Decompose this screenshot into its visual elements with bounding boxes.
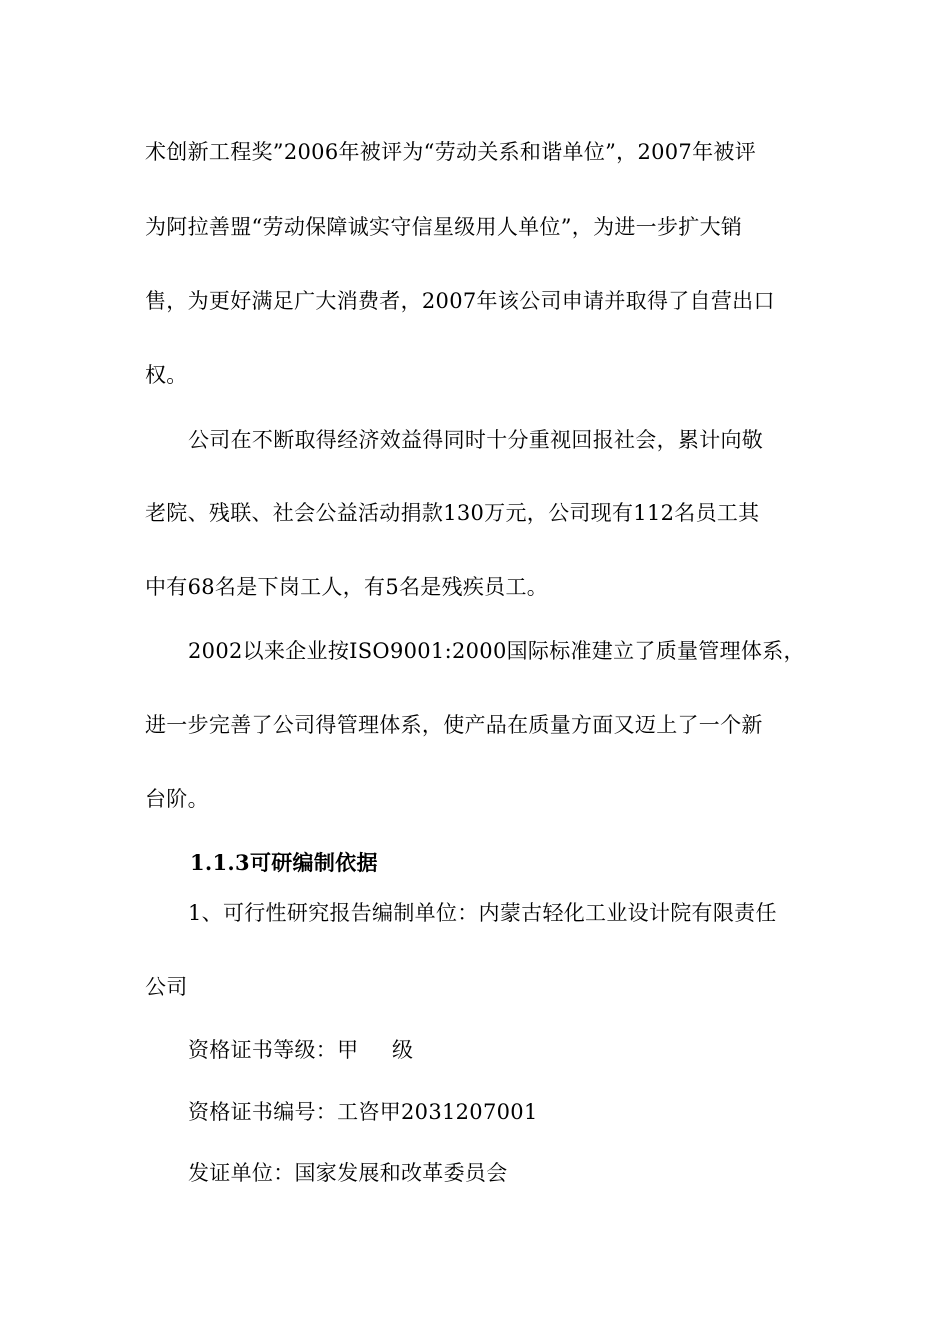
paragraph-line: 售，为更好满足广大消费者，2007年该公司申请并取得了自营出口 — [145, 289, 775, 313]
paragraph-line: 权。 — [145, 363, 188, 387]
paragraph-line: 术创新工程奖”2006年被评为“劳动关系和谐单位”，2007年被评 — [145, 140, 756, 164]
paragraph-line: 台阶。 — [145, 787, 209, 811]
paragraph-line: 进一步完善了公司得管理体系，使产品在质量方面又迈上了一个新 — [145, 713, 763, 737]
issuing-unit: 发证单位：国家发展和改革委员会 — [188, 1161, 508, 1185]
list-item: 1、可行性研究报告编制单位：内蒙古轻化工业设计院有限责任 — [188, 901, 777, 925]
paragraph-line: 中有68名是下岗工人，有5名是残疾员工。 — [145, 575, 549, 599]
qualification-level — [188, 1035, 868, 1065]
certificate-number: 资格证书编号：工咨甲2031207001 — [188, 1100, 538, 1124]
paragraph-line: 老院、残联、社会公益活动捐款130万元，公司现有112名员工其 — [145, 501, 760, 525]
paragraph-line: 2002以来企业按ISO9001:2000国际标准建立了质量管理体系， — [188, 639, 805, 663]
list-item-continuation: 公司 — [145, 975, 188, 999]
paragraph-line: 公司在不断取得经济效益得同时十分重视回报社会，累计向敬 — [188, 428, 764, 452]
qualification-level-label: 资格证书等级：甲 — [188, 1038, 359, 1062]
paragraph-line: 为阿拉善盟“劳动保障诚实守信星级用人单位”，为进一步扩大销 — [145, 215, 743, 239]
section-heading: 1.1.3可研编制依据 — [190, 850, 378, 875]
qualification-level-value: 级 — [392, 1038, 414, 1062]
